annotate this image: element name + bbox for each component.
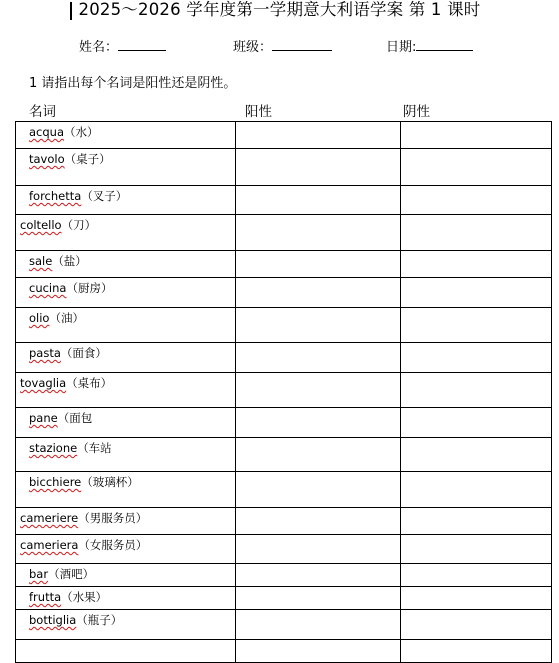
italian-word: coltello	[20, 218, 62, 232]
chinese-meaning: （男服务员）	[78, 511, 148, 525]
italian-word: cameriera	[20, 538, 79, 552]
masculine-answer-cell[interactable]	[236, 343, 401, 373]
feminine-answer-cell[interactable]	[401, 587, 552, 610]
feminine-answer-cell[interactable]	[401, 438, 552, 472]
italian-word: bicchiere	[29, 475, 82, 489]
chinese-meaning: （车站	[77, 441, 112, 455]
feminine-answer-cell[interactable]	[401, 373, 552, 408]
feminine-answer-cell[interactable]	[401, 472, 552, 508]
feminine-answer-cell[interactable]	[401, 149, 552, 186]
feminine-answer-cell[interactable]	[401, 610, 552, 640]
masculine-answer-cell[interactable]	[236, 610, 401, 640]
masculine-answer-cell[interactable]	[236, 408, 401, 438]
masculine-answer-cell[interactable]	[236, 535, 401, 564]
chinese-meaning: （女服务员）	[78, 538, 148, 552]
table-row	[16, 438, 552, 472]
table-row	[16, 343, 552, 373]
masculine-answer-cell[interactable]	[236, 308, 401, 343]
header-noun: 名词	[29, 104, 56, 120]
feminine-answer-cell[interactable]	[401, 508, 552, 535]
chinese-meaning: （叉子）	[81, 189, 128, 203]
chinese-meaning: （桌布）	[66, 376, 113, 390]
chinese-meaning: （面包	[57, 411, 93, 425]
table-row	[16, 640, 552, 663]
name-blank[interactable]	[118, 38, 166, 51]
feminine-answer-cell[interactable]	[401, 122, 552, 149]
class-label: 班级：	[233, 40, 273, 55]
table-row	[16, 408, 552, 438]
empty-cell	[401, 640, 552, 663]
noun-cell	[16, 408, 236, 438]
table-row	[16, 564, 552, 587]
italian-word: stazione	[29, 441, 78, 455]
masculine-answer-cell[interactable]	[236, 508, 401, 535]
noun-cell	[16, 508, 236, 535]
noun-gender-table	[15, 121, 552, 663]
feminine-answer-cell[interactable]	[401, 278, 552, 308]
class-field[interactable]	[233, 38, 332, 56]
masculine-answer-cell[interactable]	[236, 438, 401, 472]
italian-word: tovaglia	[20, 376, 67, 390]
feminine-answer-cell[interactable]	[401, 408, 552, 438]
table-row	[16, 373, 552, 408]
table-row	[16, 610, 552, 640]
masculine-answer-cell[interactable]	[236, 278, 401, 308]
table-row	[16, 149, 552, 186]
document-title: 2025～2026 学年度第一学期意大利语学案 第 1 课时	[78, 0, 481, 19]
italian-word: frutta	[29, 590, 62, 604]
noun-cell	[16, 251, 236, 278]
chinese-meaning: （盐）	[52, 254, 87, 268]
date-field[interactable]	[386, 38, 473, 56]
table-row	[16, 215, 552, 251]
feminine-answer-cell[interactable]	[401, 343, 552, 373]
class-blank[interactable]	[272, 38, 332, 51]
noun-cell	[16, 535, 236, 564]
italian-word: cucina	[29, 281, 67, 295]
feminine-answer-cell[interactable]	[401, 215, 552, 251]
empty-cell	[236, 640, 401, 663]
noun-cell	[16, 215, 236, 251]
italian-word: cameriere	[20, 511, 79, 525]
masculine-answer-cell[interactable]	[236, 251, 401, 278]
masculine-answer-cell[interactable]	[236, 587, 401, 610]
name-field[interactable]	[79, 38, 166, 56]
italian-word: pasta	[29, 346, 61, 360]
noun-cell	[16, 149, 236, 186]
feminine-answer-cell[interactable]	[401, 535, 552, 564]
masculine-answer-cell[interactable]	[236, 373, 401, 408]
feminine-answer-cell[interactable]	[401, 186, 552, 215]
empty-cell	[16, 640, 236, 663]
chinese-meaning: （水）	[64, 125, 99, 139]
chinese-meaning: （厨房）	[66, 281, 113, 295]
noun-cell	[16, 122, 236, 149]
italian-word: bar	[29, 567, 49, 581]
question-text: 1 请指出每个名词是阳性还是阴性。	[29, 76, 237, 91]
header-masculine: 阳性	[245, 104, 272, 120]
noun-cell	[16, 308, 236, 343]
chinese-meaning: （瓶子）	[76, 613, 123, 627]
name-label: 姓名：	[79, 40, 119, 55]
italian-word: sale	[29, 254, 53, 268]
italian-word: forchetta	[29, 189, 82, 203]
date-blank[interactable]	[416, 38, 473, 51]
noun-cell	[16, 587, 236, 610]
italian-word: tavolo	[29, 152, 65, 166]
masculine-answer-cell[interactable]	[236, 122, 401, 149]
italian-word: acqua	[29, 125, 65, 139]
masculine-answer-cell[interactable]	[236, 564, 401, 587]
chinese-meaning: （刀）	[61, 218, 97, 232]
table-row	[16, 186, 552, 215]
noun-cell	[16, 278, 236, 308]
italian-word: bottiglia	[29, 613, 77, 627]
table-row	[16, 587, 552, 610]
masculine-answer-cell[interactable]	[236, 215, 401, 251]
table-row	[16, 472, 552, 508]
italian-word: olio	[29, 311, 50, 325]
noun-cell	[16, 438, 236, 472]
noun-cell	[16, 472, 236, 508]
noun-cell	[16, 373, 236, 408]
chinese-meaning: （玻璃杯）	[81, 475, 139, 489]
chinese-meaning: （酒吧）	[48, 567, 95, 581]
chinese-meaning: （水果）	[61, 590, 108, 604]
chinese-meaning: （桌子）	[64, 152, 111, 166]
date-label: 日期:	[386, 40, 417, 55]
chinese-meaning: （油）	[49, 311, 84, 325]
header-feminine: 阴性	[403, 104, 430, 120]
italian-word: pane	[29, 411, 58, 425]
feminine-answer-cell[interactable]	[401, 564, 552, 587]
noun-cell	[16, 186, 236, 215]
table-row	[16, 122, 552, 149]
noun-cell	[16, 610, 236, 640]
table-row	[16, 278, 552, 308]
feminine-answer-cell[interactable]	[401, 251, 552, 278]
table-row	[16, 535, 552, 564]
noun-cell	[16, 343, 236, 373]
table-row	[16, 251, 552, 278]
noun-cell	[16, 564, 236, 587]
feminine-answer-cell[interactable]	[401, 308, 552, 343]
chinese-meaning: （面食）	[60, 346, 107, 360]
table-row	[16, 508, 552, 535]
table-row	[16, 308, 552, 343]
masculine-answer-cell[interactable]	[236, 472, 401, 508]
masculine-answer-cell[interactable]	[236, 149, 401, 186]
masculine-answer-cell[interactable]	[236, 186, 401, 215]
